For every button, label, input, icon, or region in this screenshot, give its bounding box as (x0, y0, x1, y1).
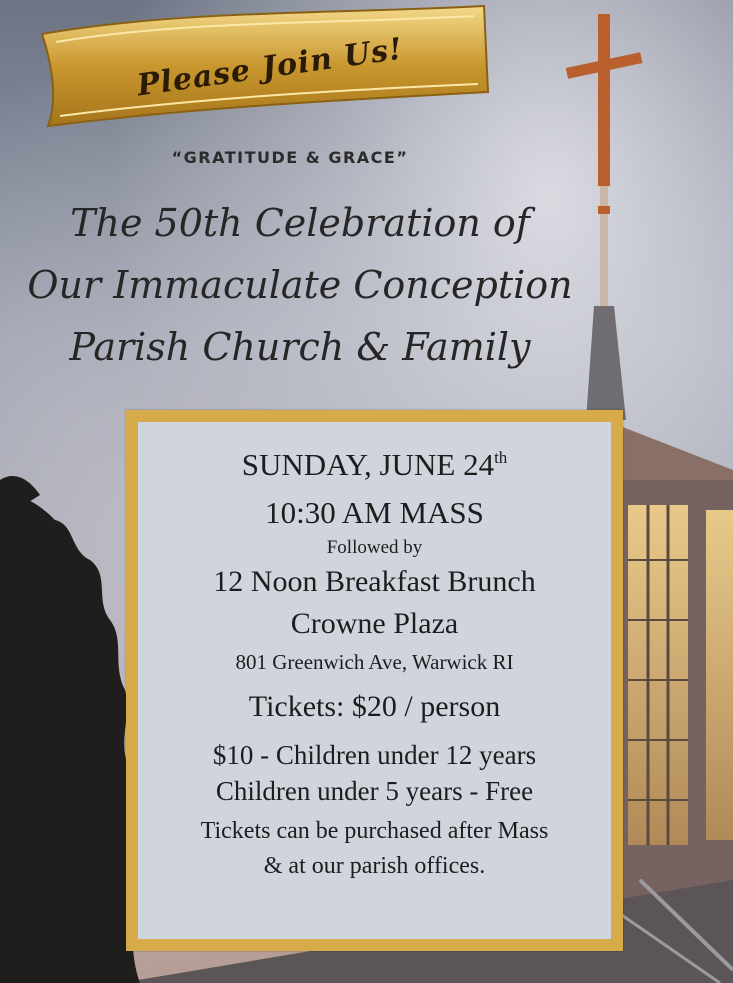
purchase-info-line1: Tickets can be purchased after Mass (200, 818, 549, 844)
title-line: Parish Church & Family (69, 325, 531, 369)
event-details-frame (126, 410, 623, 951)
venue-address: 801 Greenwich Ave, Warwick RI (235, 650, 514, 674)
children-free: Children under 5 years - Free (215, 776, 534, 806)
banner-text: Please Join Us! (134, 31, 406, 103)
followed-by: Followed by (326, 537, 423, 558)
event-date-main: SUNDAY, JUNE 24 (241, 447, 495, 482)
purchase-info-line2: & at our parish offices. (263, 853, 486, 879)
theme-heading: “GRATITUDE & GRACE” (171, 148, 409, 167)
brunch-line: 12 Noon Breakfast Brunch (213, 565, 536, 598)
event-title (20, 192, 580, 378)
title-line: The 50th Celebration of (70, 201, 530, 245)
event-details-panel (138, 422, 611, 939)
event-date-suffix: th (494, 448, 508, 467)
ticket-price: Tickets: $20 / person (248, 690, 501, 723)
church-windows (628, 505, 733, 845)
mass-time: 10:30 AM MASS (265, 495, 484, 530)
children-price: $10 - Children under 12 years (212, 740, 537, 770)
venue-name: Crowne Plaza (290, 607, 459, 640)
title-line: Our Immaculate Conception (27, 263, 573, 307)
event-date (138, 422, 611, 485)
